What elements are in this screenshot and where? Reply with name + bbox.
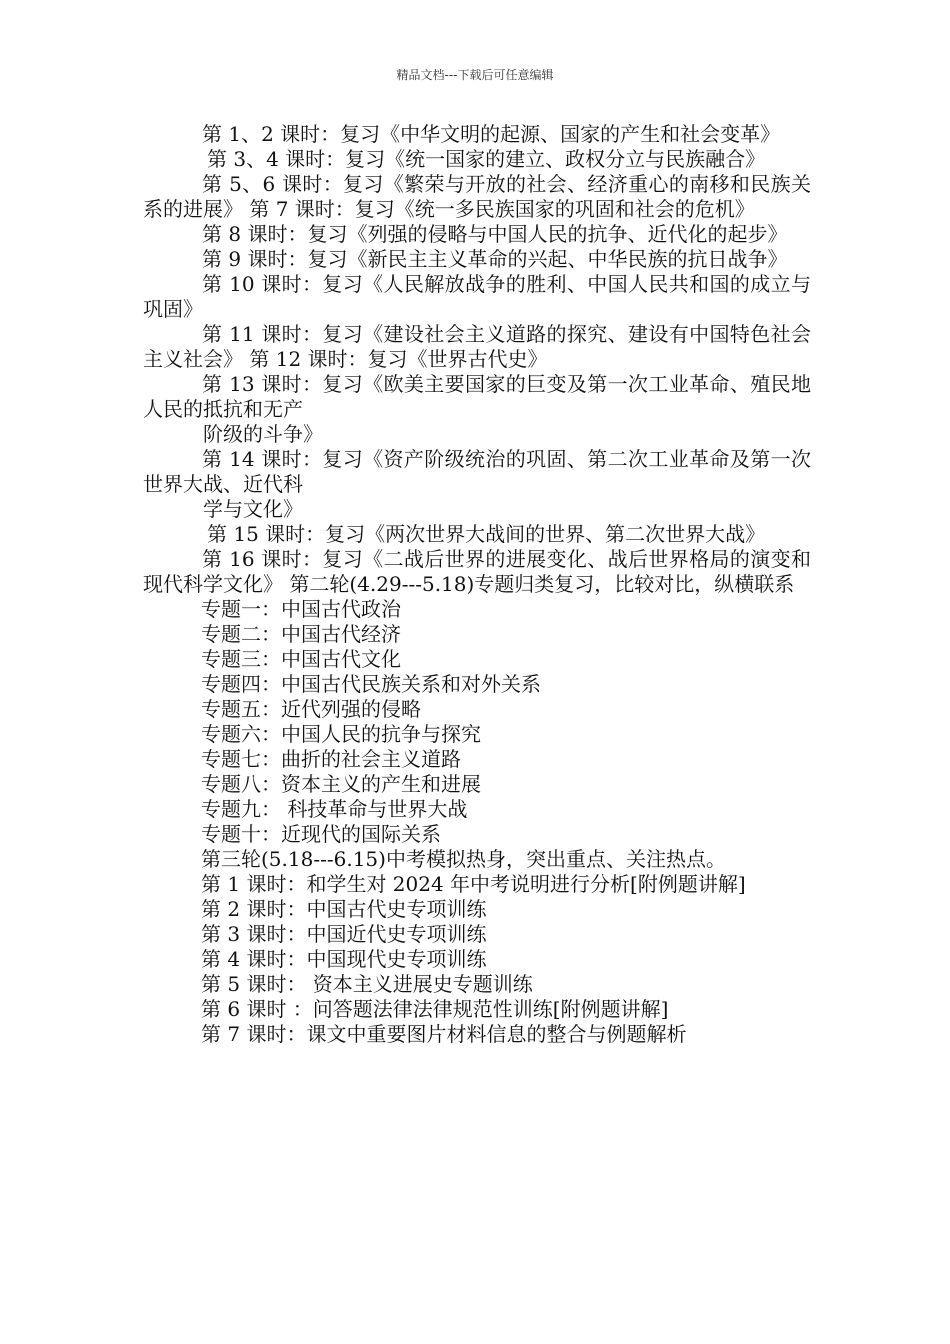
lesson-8: 第 8 课时：复习《列强的侵略与中国人民的抗争、近代化的起步》 — [202, 222, 788, 246]
round3-lesson-1: 第 1 课时：和学生对 2024 年中考说明进行分析[附例题讲解] — [201, 872, 746, 896]
topic-9: 专题九： 科技革命与世界大战 — [201, 797, 468, 821]
lesson-1-2: 第 1、2 课时：复习《中华文明的起源、国家的产生和社会变革》 — [202, 122, 781, 146]
topic-7: 专题七：曲折的社会主义道路 — [201, 747, 461, 771]
lesson-9: 第 9 课时：复习《新民主主义革命的兴起、中华民族的抗日战争》 — [202, 247, 788, 271]
topic-4: 专题四：中国古代民族关系和对外关系 — [201, 672, 541, 696]
topic-5: 专题五：近代列强的侵略 — [201, 697, 421, 721]
topic-2: 专题二：中国古代经济 — [201, 622, 401, 646]
round-3-heading: 第三轮(5.18---6.15)中考模拟热身，突出重点、关注热点。 — [201, 847, 726, 871]
round3-lesson-2: 第 2 课时：中国古代史专项训练 — [201, 897, 487, 921]
round3-lesson-6: 第 6 课时 ：问答题法律法律规范性训练[附例题讲解] — [201, 997, 669, 1021]
page-header: 精品文档---下载后可任意编辑 — [396, 68, 554, 82]
topic-8: 专题八：资本主义的产生和进展 — [201, 772, 481, 796]
lesson-15: 第 15 课时：复习《两次世界大战间的世界、第二次世界大战》 — [207, 522, 766, 546]
lesson-16-round2: 第 16 课时：复习《二战后世界的进展变化、战后世界格局的演变和现代科学文化》 第二轮(4.29---5.18)专题归类复习，比较对比，纵横联系 — [143, 547, 811, 596]
round3-lesson-4: 第 4 课时：中国现代史专项训练 — [201, 947, 487, 971]
lesson-13-continued: 阶级的斗争》 — [203, 422, 323, 446]
lesson-14-continued: 学与文化》 — [203, 497, 303, 521]
lesson-5-7: 第 5、6 课时：复习《繁荣与开放的社会、经济重心的南移和民族关系的进展》 第 7 课时：复习《统一多民族国家的巩固和社会的危机》 — [143, 172, 811, 221]
topic-6: 专题六：中国人民的抗争与探究 — [201, 722, 481, 746]
document-body — [143, 122, 811, 1047]
lesson-14: 第 14 课时：复习《资产阶级统治的巩固、第二次工业革命及第一次世界大战、近代科 — [143, 447, 811, 496]
topic-1: 专题一：中国古代政治 — [201, 597, 401, 621]
round3-lesson-3: 第 3 课时：中国近代史专项训练 — [201, 922, 487, 946]
lesson-10: 第 10 课时：复习《人民解放战争的胜利、中国人民共和国的成立与巩固》 — [143, 272, 811, 321]
lesson-3-4: 第 3、4 课时：复习《统一国家的建立、政权分立与民族融合》 — [207, 147, 766, 171]
topic-3: 专题三：中国古代文化 — [201, 647, 401, 671]
lesson-13: 第 13 课时：复习《欧美主要国家的巨变及第一次工业革命、殖民地人民的抵抗和无产 — [143, 372, 811, 421]
round3-lesson-5: 第 5 课时： 资本主义进展史专题训练 — [201, 972, 533, 996]
lesson-11-12: 第 11 课时：复习《建设社会主义道路的探究、建设有中国特色社会主义社会》 第 12 课时：复习《世界古代史》 — [143, 322, 811, 371]
topic-10: 专题十：近现代的国际关系 — [201, 822, 441, 846]
round3-lesson-7: 第 7 课时：课文中重要图片材料信息的整合与例题解析 — [201, 1022, 687, 1046]
